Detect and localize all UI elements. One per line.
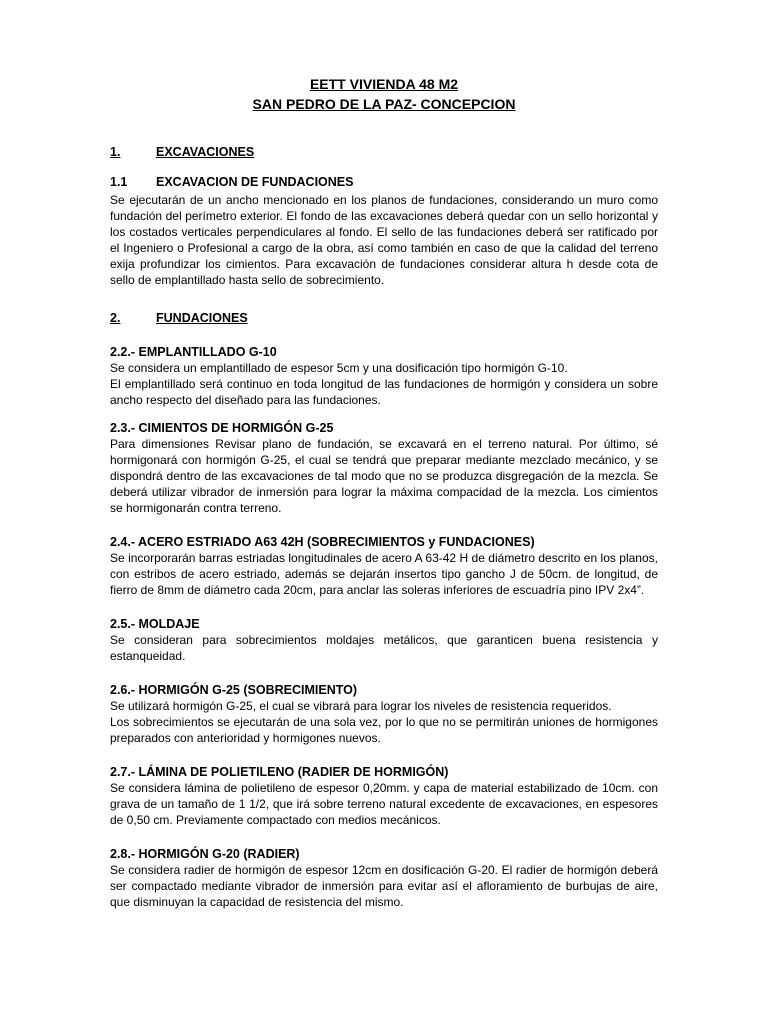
paragraph-2-3: Para dimensiones Revisar plano de fundación, se excavará en el terreno natural. Por último, sé hormigonará con hormigón G-25, el cual se tendrá que preparar mediante mezclado mecánico, y se dispondrá dentro de las excavaciones de tal modo que no se produzca disgregación de la mezcla. Se deberá utilizar vibrador de inmersión para lograr la máxima compacidad de la mezcla. Los cimientos se hormigonarán contra terreno.	[110, 437, 658, 515]
paragraph-2-7: Se considera lámina de polietileno de espesor 0,20mm. y capa de material estabilizado de 10cm. con grava de un tamaño de 1 1/2, que irá sobre terreno natural excedente de excavaciones, en espesores de 0,50 cm. Previamente compactado con medios mecánicos.	[110, 781, 658, 827]
paragraph-2-4: Se incorporarán barras estriadas longitudinales de acero A 63-42 H de diámetro descrito en los planos, con estribos de acero estriado, además se dejarán insertos tipo gancho J de 50cm. de longitud, de fierro de 8mm de diámetro cada 20cm, para anclar las soleras inferiores de escuadría pino IPV 2x4”.	[110, 551, 658, 597]
paragraph-2-2a: Se considera un emplantillado de espesor 5cm y una dosificación tipo hormigón G-10.	[110, 361, 568, 375]
heading-2-5: 2.5.- MOLDAJE	[110, 617, 200, 631]
heading-2-6: 2.6.- HORMIGÓN G-25 (SOBRECIMIENTO)	[110, 683, 358, 697]
heading-2-8: 2.8.- HORMIGÓN G-20 (RADIER)	[110, 847, 300, 861]
section-title: EXCAVACION DE FUNDACIONES	[156, 175, 354, 189]
paragraph-1-1: Se ejecutarán de un ancho mencionado en los planos de fundaciones, considerando un muro como fundación del perímetro exterior. El fondo de las excavaciones deberá quedar con un sello horizontal y los costados verticales perpendiculares al fondo. El sello de las fundaciones deberá ser ratificado por el Ingeniero o Profesional a cargo de la obra, así como también en caso de que la calidad del terreno exija profundizar los cimientos. Para excavación de fundaciones considerar altura h desde cota de sello de emplantillado hasta sello de sobrecimiento.	[110, 193, 658, 287]
heading-2-3: 2.3.- CIMIENTOS DE HORMIGÓN G-25	[110, 421, 334, 435]
heading-2-4: 2.4.- ACERO ESTRIADO A63 42H (SOBRECIMIENTOS y FUNDACIONES)	[110, 535, 535, 549]
paragraph-2-5: Se consideran para sobrecimientos moldajes metálicos, que garanticen buena resistencia y estanqueidad.	[110, 633, 658, 663]
document-subtitle	[110, 94, 658, 114]
paragraph-2-6b: Los sobrecimientos se ejecutarán de una sola vez, por lo que no se permitirán uniones de hormigones preparados con anterioridad y hormigones nuevos.	[110, 715, 658, 745]
paragraph-2-8: Se considera radier de hormigón de espesor 12cm en dosificación G-20. El radier de hormigón deberá ser compactado mediante vibrador de inmersión para evitar así el afloramiento de burbujas de aire, que disminuyan la capacidad de resistencia del mismo.	[110, 863, 658, 909]
heading-2-7: 2.7.- LÁMINA DE POLIETILENO (RADIER DE HORMIGÓN)	[110, 765, 449, 779]
section-number: 2.	[110, 311, 121, 325]
title-line-2: SAN PEDRO DE LA PAZ- CONCEPCION	[252, 96, 516, 112]
section-1-1-heading	[110, 174, 658, 190]
section-2-heading	[110, 310, 658, 326]
document-title	[110, 74, 658, 94]
paragraph-2-6a: Se utilizará hormigón G-25, el cual se vibrará para lograr los niveles de resistencia requeridos.	[110, 699, 612, 713]
section-number: 1.	[110, 145, 121, 159]
section-number: 1.1	[110, 175, 128, 189]
section-title: EXCAVACIONES	[156, 145, 255, 159]
heading-2-2: 2.2.- EMPLANTILLADO G-10	[110, 345, 277, 359]
paragraph-2-2b: El emplantillado será continuo en toda longitud de las fundaciones de hormigón y considera un sobre ancho respecto del diseñado para las fundaciones.	[110, 377, 658, 407]
title-line-1: EETT VIVIENDA 48 M2	[309, 76, 459, 92]
section-1-heading	[110, 144, 658, 160]
section-title: FUNDACIONES	[156, 311, 248, 325]
